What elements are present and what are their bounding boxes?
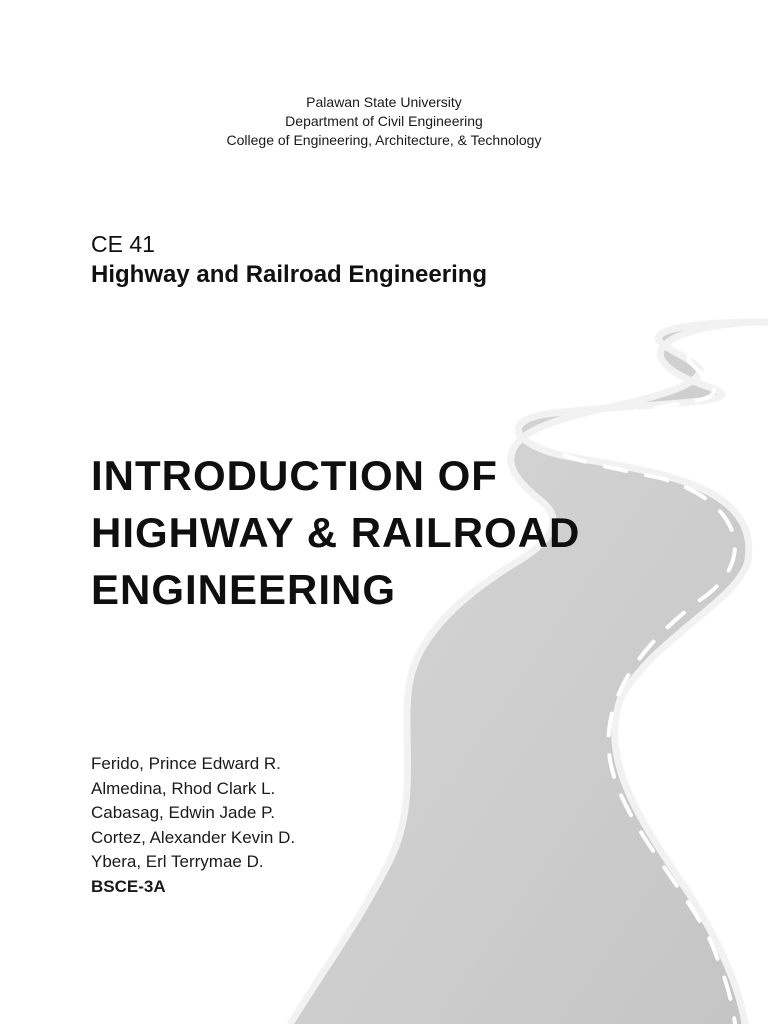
institution-header bbox=[0, 93, 768, 150]
authors-list bbox=[91, 752, 295, 899]
department-name: Department of Civil Engineering bbox=[285, 113, 483, 129]
course-title: Highway and Railroad Engineering bbox=[91, 261, 488, 288]
section-label: BSCE-3A bbox=[91, 876, 166, 896]
university-name: Palawan State University bbox=[306, 94, 462, 110]
author-name: Cortez, Alexander Kevin D. bbox=[91, 827, 296, 847]
college-name: College of Engineering, Architecture, & Technology bbox=[226, 132, 542, 148]
author-name: Ferido, Prince Edward R. bbox=[91, 754, 281, 773]
author-name: Almedina, Rhod Clark L. bbox=[91, 778, 276, 798]
author-name: Cabasag, Edwin Jade P. bbox=[91, 803, 275, 822]
title-line: INTRODUCTION OF bbox=[91, 452, 498, 499]
title-line: ENGINEERING bbox=[91, 566, 397, 613]
document-title bbox=[91, 447, 580, 618]
title-line: HIGHWAY & RAILROAD bbox=[91, 509, 581, 556]
author-name: Ybera, Erl Terrymae D. bbox=[91, 852, 264, 871]
course-code: CE 41 bbox=[91, 231, 155, 257]
course-block bbox=[91, 229, 487, 291]
